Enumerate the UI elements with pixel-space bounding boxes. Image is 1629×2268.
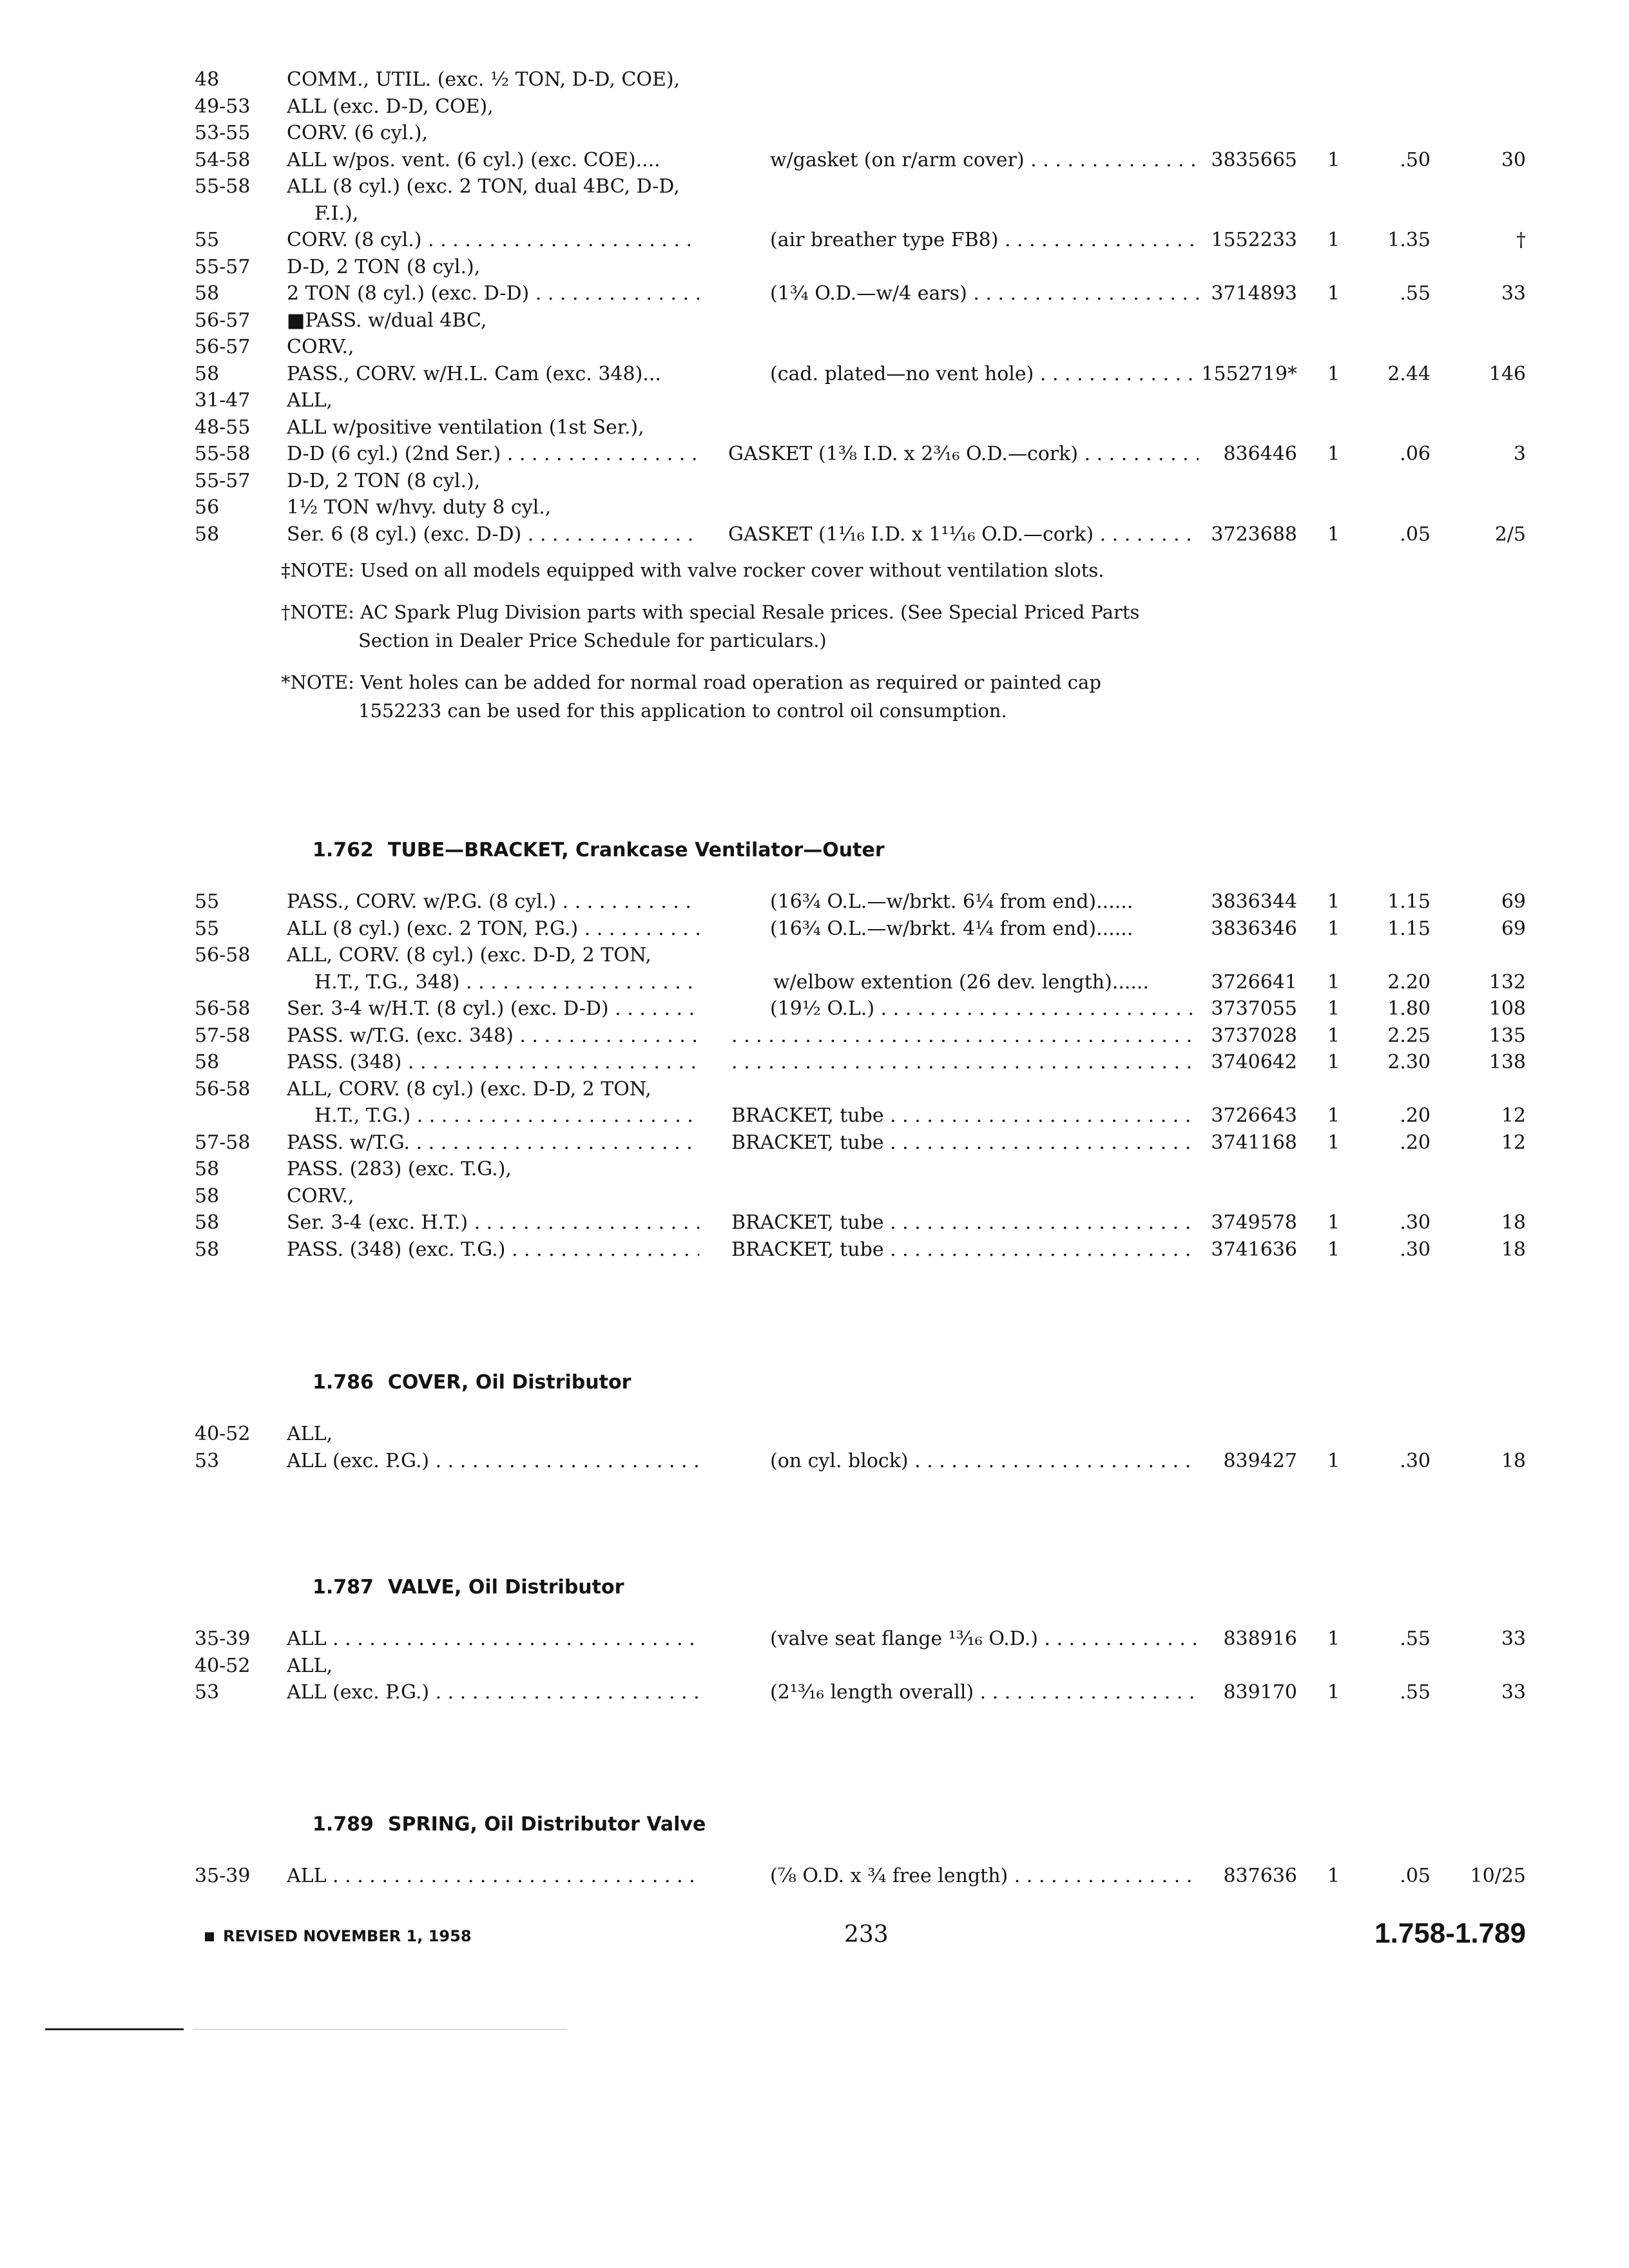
note xyxy=(281,668,1209,725)
revision-note xyxy=(205,1922,472,1950)
model-application: Ser. 3-4 w/H.T. (8 cyl.) (exc. D-D) . . . xyxy=(287,995,699,1023)
model-application: 2 TON (8 cyl.) (exc. D-D) . . . xyxy=(287,280,699,308)
list-price: .05 xyxy=(1400,523,1431,546)
model-year: 40-52 xyxy=(195,1654,251,1677)
list-price: .20 xyxy=(1400,1131,1431,1154)
model-year: 40-52 xyxy=(195,1423,251,1445)
section-number: 1.786 xyxy=(313,1371,374,1394)
section-title: TUBE—BRACKET, Crankcase Ventilator—Outer xyxy=(387,839,885,861)
model-application: PASS., CORV. w/P.G. (8 cyl.) . . . xyxy=(287,888,699,916)
model-year: 56 xyxy=(195,496,220,519)
package-quantity: 135 xyxy=(1489,1024,1526,1047)
model-year: 49-53 xyxy=(195,95,251,118)
quantity: 1 xyxy=(1327,148,1340,171)
model-year: 58 xyxy=(195,282,220,305)
part-number: 839170 xyxy=(1223,1681,1297,1704)
model-year: 55 xyxy=(195,917,220,940)
list-price: .20 xyxy=(1400,1104,1431,1127)
model-application: ALL (8 cyl.) (exc. 2 TON, P.G.) . . . xyxy=(287,915,699,943)
model-application: H.T., T.G.) . . . xyxy=(314,1102,699,1130)
model-year: 55 xyxy=(195,890,220,913)
model-application: ALL (exc. P.G.) . . . xyxy=(287,1678,699,1707)
list-price: .55 xyxy=(1400,1681,1431,1704)
model-application: ALL (8 cyl.) (exc. 2 TON, dual 4BC, D-D, xyxy=(287,175,680,198)
table-row xyxy=(0,1236,1629,1264)
package-quantity: 33 xyxy=(1501,282,1526,305)
list-price: .30 xyxy=(1400,1449,1431,1472)
model-year: 58 xyxy=(195,523,220,546)
list-price: 2.20 xyxy=(1387,970,1431,994)
model-application: CORV., xyxy=(287,1184,354,1207)
part-number: 3737055 xyxy=(1211,997,1297,1020)
part-description: GASKET (1¹⁄₁₆ I.D. x 1¹¹⁄₁₆ O.D.—cork) . . . xyxy=(728,521,1199,549)
quantity: 1 xyxy=(1327,1051,1340,1073)
model-year: 48-55 xyxy=(195,416,251,439)
table-row xyxy=(0,1129,1629,1157)
section-number: 1.787 xyxy=(313,1576,374,1599)
part-number: 3723688 xyxy=(1211,523,1297,546)
part-number: 837636 xyxy=(1223,1865,1297,1887)
table-row xyxy=(0,280,1629,308)
table-row xyxy=(0,888,1629,916)
table-row xyxy=(0,1862,1629,1890)
model-application: ALL . . . xyxy=(287,1625,699,1653)
model-year: 55-58 xyxy=(195,175,251,198)
model-year: 55-58 xyxy=(195,443,251,465)
model-year: 58 xyxy=(195,362,220,385)
table-row xyxy=(0,968,1629,997)
part-number: 3726643 xyxy=(1211,1104,1297,1127)
quantity: 1 xyxy=(1327,1238,1340,1261)
model-application: PASS. w/T.G. . . . xyxy=(287,1129,699,1157)
note-line-continued: 1552233 can be used for this application to control oil consumption. xyxy=(358,700,1007,722)
model-year: 56-58 xyxy=(195,1077,251,1100)
model-application: CORV. (6 cyl.), xyxy=(287,122,429,144)
revision-text: REVISED NOVEMBER 1, 1958 xyxy=(223,1927,472,1945)
part-number: 3740642 xyxy=(1211,1051,1297,1073)
part-number: 3726641 xyxy=(1211,970,1297,994)
table-row xyxy=(0,1102,1629,1130)
model-application: ■PASS. w/dual 4BC, xyxy=(287,309,487,332)
model-application: CORV. (8 cyl.) . . . xyxy=(287,226,699,255)
part-description: BRACKET, tube . . . xyxy=(731,1236,1199,1264)
table-row xyxy=(0,93,1629,121)
table-row xyxy=(0,66,1629,94)
scan-artifact-line-faint xyxy=(193,2029,567,2030)
table-row xyxy=(0,1155,1629,1184)
model-application: D-D, 2 TON (8 cyl.), xyxy=(287,469,481,492)
note-line-continued: Section in Dealer Price Schedule for particulars.) xyxy=(358,629,827,651)
table-row xyxy=(0,1652,1629,1680)
section-heading xyxy=(313,1573,624,1602)
quantity: 1 xyxy=(1327,362,1340,385)
package-quantity: 33 xyxy=(1501,1681,1526,1704)
list-price: 2.30 xyxy=(1387,1051,1431,1073)
part-number: 3836346 xyxy=(1211,917,1297,940)
package-quantity: 10/25 xyxy=(1470,1865,1526,1887)
page-number: 233 xyxy=(844,1921,889,1948)
table-row xyxy=(0,494,1629,522)
package-quantity: 2/5 xyxy=(1494,523,1526,546)
part-description: (on cyl. block) . . . xyxy=(770,1447,1199,1475)
model-application: H.T., T.G., 348) . . . xyxy=(314,968,699,997)
part-description: (19½ O.L.) . . . xyxy=(770,995,1199,1023)
model-year: 57-58 xyxy=(195,1131,251,1154)
model-application: PASS. (283) (exc. T.G.), xyxy=(287,1158,512,1180)
note-line: ‡NOTE: Used on all models equipped with valve rocker cover without ventilation slots. xyxy=(281,559,1104,581)
model-application: Ser. 3-4 (exc. H.T.) . . . xyxy=(287,1209,699,1237)
table-row xyxy=(0,1625,1629,1653)
model-year: 35-39 xyxy=(195,1865,251,1887)
model-application: ALL (exc. P.G.) . . . xyxy=(287,1447,699,1475)
section-number: 1.789 xyxy=(313,1813,374,1836)
part-number: 3836344 xyxy=(1211,890,1297,913)
section-heading xyxy=(313,1369,631,1397)
part-number: 838916 xyxy=(1223,1628,1297,1650)
part-description: GASKET (1⅜ I.D. x 2³⁄₁₆ O.D.—cork) . . . xyxy=(728,440,1199,468)
model-application: ALL w/positive ventilation (1st Ser.), xyxy=(287,416,644,439)
part-description xyxy=(731,1022,1199,1050)
note xyxy=(281,598,1209,655)
section-title: SPRING, Oil Distributor Valve xyxy=(387,1813,706,1836)
package-quantity: 69 xyxy=(1501,890,1526,913)
model-application: COMM., UTIL. (exc. ½ TON, D-D, COE), xyxy=(287,68,680,91)
model-year: 31-47 xyxy=(195,389,251,412)
part-number: 3835665 xyxy=(1211,148,1297,171)
model-year: 58 xyxy=(195,1238,220,1261)
table-row xyxy=(0,360,1629,389)
model-application: CORV., xyxy=(287,336,354,358)
quantity: 1 xyxy=(1327,1131,1340,1154)
package-quantity: 69 xyxy=(1501,917,1526,940)
model-application: D-D, 2 TON (8 cyl.), xyxy=(287,255,481,278)
table-row xyxy=(0,173,1629,201)
note-line: †NOTE: AC Spark Plug Division parts with special Resale prices. (See Special Priced Parts xyxy=(281,601,1140,623)
scan-artifact-line xyxy=(45,2028,184,2030)
quantity: 1 xyxy=(1327,997,1340,1020)
part-description: (cad. plated—no vent hole) . . . xyxy=(770,360,1199,389)
quantity: 1 xyxy=(1327,1865,1340,1887)
model-application: PASS. (348) . . . xyxy=(287,1048,699,1077)
part-number: 3714893 xyxy=(1211,282,1297,305)
list-price: .05 xyxy=(1400,1865,1431,1887)
model-year: 35-39 xyxy=(195,1628,251,1650)
model-application: ALL w/pos. vent. (6 cyl.) (exc. COE).... xyxy=(287,148,660,171)
table-row xyxy=(0,146,1629,175)
model-year: 56-57 xyxy=(195,309,251,332)
package-quantity: 30 xyxy=(1501,148,1526,171)
table-row xyxy=(0,941,1629,970)
list-price: 1.80 xyxy=(1387,997,1431,1020)
quantity: 1 xyxy=(1327,970,1340,994)
model-year: 58 xyxy=(195,1184,220,1207)
part-description: w/elbow extention (26 dev. length)...... xyxy=(773,970,1149,994)
table-row xyxy=(0,1022,1629,1050)
model-application: ALL, CORV. (8 cyl.) (exc. D-D, 2 TON, xyxy=(287,1077,651,1100)
table-row xyxy=(0,119,1629,148)
part-description: (air breather type FB8) . . . xyxy=(770,226,1199,255)
table-row xyxy=(0,467,1629,495)
model-year: 55-57 xyxy=(195,469,251,492)
list-price: .55 xyxy=(1400,282,1431,305)
package-quantity: 132 xyxy=(1489,970,1526,994)
section-number: 1.762 xyxy=(313,839,374,861)
model-year: 55 xyxy=(195,229,220,251)
table-row xyxy=(0,1048,1629,1077)
list-price: 2.25 xyxy=(1387,1024,1431,1047)
section-title: VALVE, Oil Distributor xyxy=(387,1576,624,1599)
table-row xyxy=(0,414,1629,442)
quantity: 1 xyxy=(1327,282,1340,305)
part-description: BRACKET, tube . . . xyxy=(731,1129,1199,1157)
group-range: 1.758-1.789 xyxy=(1374,1917,1526,1949)
list-price: .30 xyxy=(1400,1238,1431,1261)
model-year: 58 xyxy=(195,1051,220,1073)
package-quantity: 18 xyxy=(1501,1238,1526,1261)
table-row xyxy=(0,1182,1629,1211)
model-year: 55-57 xyxy=(195,255,251,278)
table-row xyxy=(0,995,1629,1023)
table-row xyxy=(0,915,1629,943)
quantity: 1 xyxy=(1327,523,1340,546)
table-row xyxy=(0,387,1629,415)
model-year: 48 xyxy=(195,68,220,91)
model-year: 57-58 xyxy=(195,1024,251,1047)
model-application: D-D (6 cyl.) (2nd Ser.) . . . xyxy=(287,440,699,468)
model-year: 54-58 xyxy=(195,148,251,171)
model-application: ALL, xyxy=(287,1654,333,1677)
model-year: 56-58 xyxy=(195,997,251,1020)
model-year: 53 xyxy=(195,1449,220,1472)
table-row xyxy=(0,521,1629,549)
list-price: .50 xyxy=(1400,148,1431,171)
quantity: 1 xyxy=(1327,1628,1340,1650)
part-number: 1552719* xyxy=(1201,362,1297,385)
part-number: 839427 xyxy=(1223,1449,1297,1472)
quantity: 1 xyxy=(1327,229,1340,251)
table-row xyxy=(0,253,1629,282)
model-application: 1½ TON w/hvy. duty 8 cyl., xyxy=(287,496,552,519)
part-description: (16¾ O.L.—w/brkt. 6¼ from end)...... xyxy=(770,890,1133,913)
part-number: 3737028 xyxy=(1211,1024,1297,1047)
quantity: 1 xyxy=(1327,1449,1340,1472)
list-price: 2.44 xyxy=(1387,362,1431,385)
table-row xyxy=(0,1420,1629,1448)
model-application: ALL, xyxy=(287,1423,333,1445)
table-row xyxy=(0,226,1629,255)
list-price: .55 xyxy=(1400,1628,1431,1650)
model-year: 56-57 xyxy=(195,336,251,358)
part-description: (16¾ O.L.—w/brkt. 4¼ from end)...... xyxy=(770,917,1133,940)
model-year: 53 xyxy=(195,1681,220,1704)
revision-marker-icon xyxy=(205,1932,214,1941)
part-number: 3749578 xyxy=(1211,1211,1297,1234)
quantity: 1 xyxy=(1327,917,1340,940)
part-number: 1552233 xyxy=(1211,229,1297,251)
quantity: 1 xyxy=(1327,1681,1340,1704)
model-application: ALL, xyxy=(287,389,333,412)
package-quantity: † xyxy=(1516,229,1526,251)
part-description: (⅞ O.D. x ¾ free length) . . . xyxy=(770,1862,1199,1890)
model-application: ALL, CORV. (8 cyl.) (exc. D-D, 2 TON, xyxy=(287,944,651,966)
part-description: BRACKET, tube . . . xyxy=(731,1102,1199,1130)
quantity: 1 xyxy=(1327,1024,1340,1047)
model-application: PASS., CORV. w/H.L. Cam (exc. 348)... xyxy=(287,362,661,385)
list-price: 1.15 xyxy=(1387,890,1431,913)
model-year: 56-58 xyxy=(195,944,251,966)
part-description: (1¾ O.D.—w/4 ears) . . . xyxy=(770,280,1199,308)
model-application: PASS. w/T.G. (exc. 348) . . . xyxy=(287,1022,699,1050)
part-description: (valve seat flange ¹³⁄₁₆ O.D.) . . . xyxy=(770,1625,1199,1653)
model-year: 53-55 xyxy=(195,122,251,144)
list-price: 1.15 xyxy=(1387,917,1431,940)
part-number: 3741636 xyxy=(1211,1238,1297,1261)
package-quantity: 18 xyxy=(1501,1449,1526,1472)
table-row xyxy=(0,1447,1629,1475)
section-heading xyxy=(313,1811,706,1839)
table-row xyxy=(0,1209,1629,1237)
table-row xyxy=(0,307,1629,335)
table-row xyxy=(0,200,1629,228)
table-row xyxy=(0,333,1629,361)
part-description: w/gasket (on r/arm cover) . . . xyxy=(770,146,1199,175)
model-application: PASS. (348) (exc. T.G.) . . . xyxy=(287,1236,699,1264)
quantity: 1 xyxy=(1327,1104,1340,1127)
list-price: .06 xyxy=(1400,443,1431,465)
model-application: ALL (exc. D-D, COE), xyxy=(287,95,494,118)
note-line: *NOTE: Vent holes can be added for normal road operation as required or painted cap xyxy=(281,671,1101,693)
package-quantity: 146 xyxy=(1489,362,1526,385)
package-quantity: 12 xyxy=(1501,1131,1526,1154)
part-description xyxy=(731,1048,1199,1077)
note xyxy=(281,556,1209,584)
part-description: (2¹³⁄₁₆ length overall) . . . xyxy=(770,1678,1199,1707)
package-quantity: 108 xyxy=(1489,997,1526,1020)
list-price: 1.35 xyxy=(1387,229,1431,251)
package-quantity: 33 xyxy=(1501,1628,1526,1650)
package-quantity: 12 xyxy=(1501,1104,1526,1127)
model-year: 58 xyxy=(195,1158,220,1180)
quantity: 1 xyxy=(1327,890,1340,913)
table-row xyxy=(0,440,1629,468)
quantity: 1 xyxy=(1327,1211,1340,1234)
list-price: .30 xyxy=(1400,1211,1431,1234)
model-year: 58 xyxy=(195,1211,220,1234)
quantity: 1 xyxy=(1327,443,1340,465)
model-application: ALL . . . xyxy=(287,1862,699,1890)
part-description: BRACKET, tube . . . xyxy=(731,1209,1199,1237)
model-application: Ser. 6 (8 cyl.) (exc. D-D) . . . xyxy=(287,521,699,549)
part-number: 3741168 xyxy=(1211,1131,1297,1154)
table-row xyxy=(0,1678,1629,1707)
part-number: 836446 xyxy=(1223,443,1297,465)
model-application: F.I.), xyxy=(314,202,359,225)
package-quantity: 138 xyxy=(1489,1051,1526,1073)
section-title: COVER, Oil Distributor xyxy=(387,1371,631,1394)
section-heading xyxy=(313,836,885,865)
package-quantity: 18 xyxy=(1501,1211,1526,1234)
table-row xyxy=(0,1075,1629,1104)
package-quantity: 3 xyxy=(1513,443,1526,465)
